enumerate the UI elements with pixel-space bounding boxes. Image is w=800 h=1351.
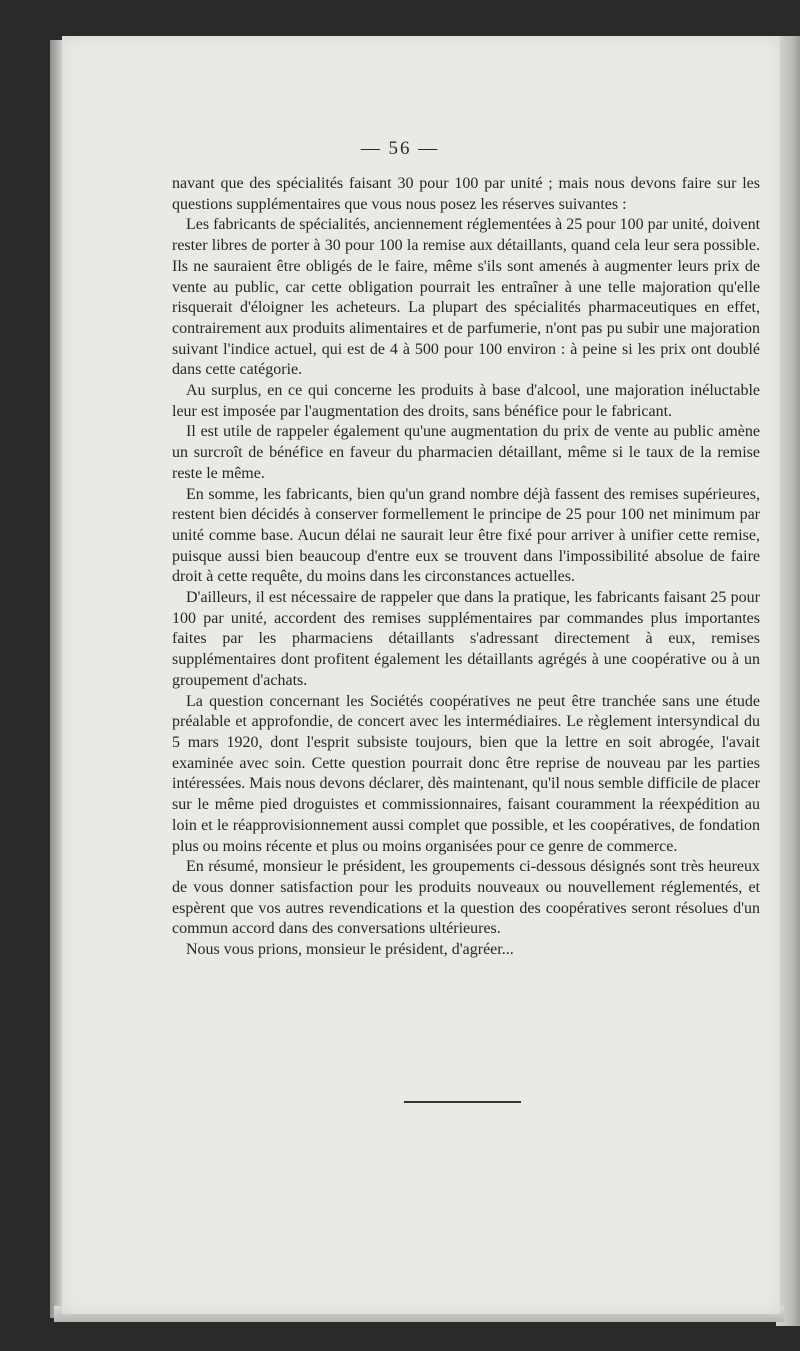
page-number: — 56 — xyxy=(360,138,440,159)
paragraph-3: Au surplus, en ce qui concerne les produits à base d'alcool, une majoration inéluctable leur est imposée par l'augmentation des droits, sans bénéfice pour le fabricant. xyxy=(172,382,760,420)
closing-rule xyxy=(404,1101,521,1103)
paragraph-9: Nous vous prions, monsieur le président, d'agréer... xyxy=(186,941,514,959)
paragraph-6: D'ailleurs, il est nécessaire de rappeler que dans la pratique, les fabricants faisant 25 pour 100 par unité, accordent des remises supplémentaires par commandes plus importantes faites par les pharmaciens détaillants s'adressant directement à eux, remises supplémentaires dont profitent également les détaillants agrégés à une coopérative ou à un groupement d'achats. xyxy=(172,589,760,689)
paragraph-4: Il est utile de rappeler également qu'une augmentation du prix de vente au public amène un surcroît de bénéfice en faveur du pharmacien détaillant, même si le taux de la remise reste le même. xyxy=(172,423,760,482)
paragraph-2: Les fabricants de spécialités, anciennement réglementées à 25 pour 100 par unité, doivent rester libres de porter à 30 pour 100 la remise aux détaillants, quand cela leur sera possible. Ils ne sauraient être obligés de le faire, même s'ils sont amenés à augmenter leurs prix de vente au public, car cette obligation pourrait les entraîner à une telle majoration qu'elle risquerait d'éloigner les acheteurs. La plupart des spécialités pharmaceutiques en effet, contrairement aux produits alimentaires et de parfumerie, n'ont pas pu subir une majoration suivant l'indice actuel, qui est de 4 à 500 pour 100 environ : à peine si les prix ont doublé dans cette catégorie. xyxy=(172,216,761,379)
body-text xyxy=(172,174,760,961)
paragraph-8: En résumé, monsieur le président, les groupements ci-dessous désignés sont très heureux de vous donner satisfaction pour les produits nouveaux ou nouvellement réglementés, et espèrent que vos autres revendications et la question des coopératives seront résolues d'un commun accord dans des conversations ultérieures. xyxy=(172,858,760,938)
paragraph-5: En somme, les fabricants, bien qu'un grand nombre déjà fassent des remises supérieures, restent bien décidés à conserver formellement le principe de 25 pour 100 net minimum par unité comme base. Aucun délai ne saurait leur être fixé pour arriver à unifier cette remise, puisque aussi bien beaucoup d'entre eux se trouvent dans l'impossibilité absolue de faire droit à cette requête, du moins dans les circonstances actuelles. xyxy=(172,485,760,586)
paragraph-7: La question concernant les Sociétés coopératives ne peut être tranchée sans une étude préalable et approfondie, de concert avec les intermédiaires. Le règlement intersyndical du 5 mars 1920, dont l'esprit subsiste toujours, bien que la lettre en soit abrogée, l'avait examinée avec soin. Cette question pourrait donc être reprise de nouveau par les parties intéressées. Mais nous devons déclarer, dès maintenant, qu'il nous semble difficile de placer sur le même pied droguistes et commissionnaires, faisant couramment la réexpédition au loin et le réapprovisionnement aussi complet que possible, et les coopératives, de fondation plus ou moins récente et plus ou moins organisées pour ce genre de commerce. xyxy=(172,692,760,855)
paragraph-1: navant que des spécialités faisant 30 pour 100 par unité ; mais nous devons faire sur les questions supplémentaires que vous nous posez les réserves suivantes : xyxy=(172,175,760,213)
